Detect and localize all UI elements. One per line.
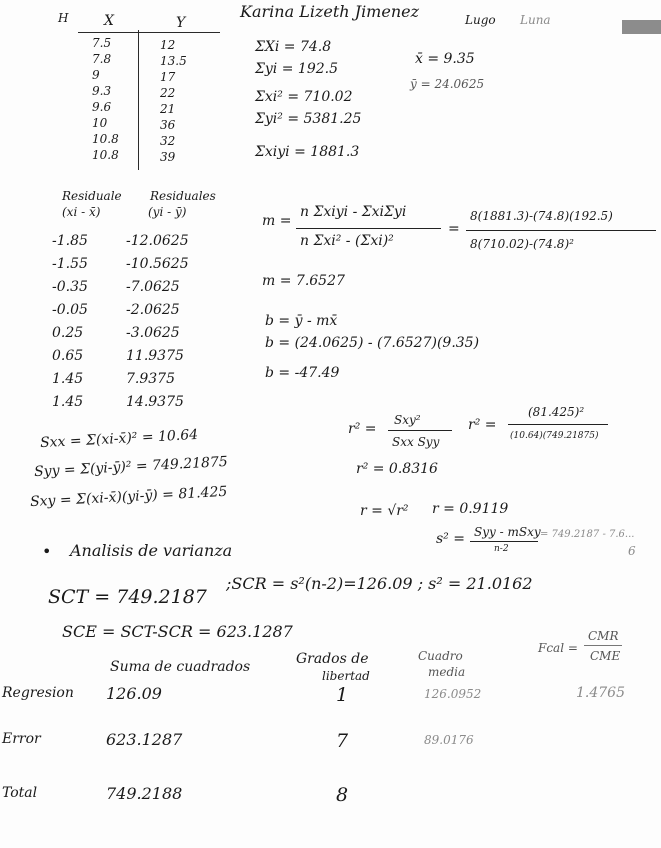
residual-x-value: -1.85 xyxy=(52,233,88,249)
y-value: 13.5 xyxy=(160,54,187,68)
m-num-values: 8(1881.3)-(74.8)(192.5) xyxy=(470,209,613,223)
sum-x2: Σxi² = 710.02 xyxy=(255,89,353,105)
anova-source: Error xyxy=(2,731,41,747)
residual-x-value: -1.55 xyxy=(52,256,88,272)
residual-y-value: -10.5625 xyxy=(126,256,189,272)
x-value: 9.6 xyxy=(92,100,112,114)
s2-denominator-2: 6 xyxy=(628,544,636,558)
m-den-values: 8(710.02)-(74.8)² xyxy=(470,237,574,251)
fcal-denominator: CME xyxy=(590,649,621,663)
header-df: Grados de xyxy=(296,651,369,667)
residual-y-value: -3.0625 xyxy=(126,325,180,341)
y-value: 12 xyxy=(160,38,176,52)
anova-ms: 126.0952 xyxy=(424,687,482,701)
r-formula: r = √r² xyxy=(360,503,409,519)
residual-x-value: -0.35 xyxy=(52,279,88,295)
x-value: 9.3 xyxy=(92,84,112,98)
r2-numerator-2: (81.425)² xyxy=(528,405,585,419)
table-index-mark: H xyxy=(58,11,69,25)
residual-y-value: 14.9375 xyxy=(126,394,184,410)
anova-ss: 623.1287 xyxy=(106,730,183,749)
y-value: 22 xyxy=(160,86,176,100)
col-y-header: Y xyxy=(176,15,186,31)
residual-x-value: 0.25 xyxy=(52,325,84,341)
m-denominator: n Σxi² - (Σxi)² xyxy=(300,233,394,249)
header-df-2: libertad xyxy=(322,669,370,683)
col-x-header: X xyxy=(104,13,114,29)
anova-title: Analisis de varianza xyxy=(70,541,233,560)
residual-x-value: 1.45 xyxy=(52,371,84,387)
s2-fraction-bar xyxy=(470,541,538,542)
anova-ss: 126.09 xyxy=(106,684,162,703)
x-value: 7.8 xyxy=(92,52,112,66)
anova-f: 1.4765 xyxy=(576,685,625,701)
residual-y-value: -12.0625 xyxy=(126,233,189,249)
sum-y: Σyi = 192.5 xyxy=(255,61,338,77)
sce-value: SCE = SCT-SCR = 623.1287 xyxy=(62,622,293,641)
sum-y2: Σyi² = 5381.25 xyxy=(255,111,362,127)
header-ms-2: media xyxy=(428,665,466,679)
x-value: 10.8 xyxy=(92,148,119,162)
residual-y-title: Residuales xyxy=(150,189,216,203)
sum-xy: Σxiyi = 1881.3 xyxy=(255,144,360,160)
anova-bullet: • xyxy=(42,542,52,561)
author-extra: Lugo xyxy=(465,13,496,27)
residual-y-value: -7.0625 xyxy=(126,279,180,295)
y-value: 21 xyxy=(160,102,176,116)
x-value: 10.8 xyxy=(92,132,119,146)
b-substitution: b = (24.0625) - (7.6527)(9.35) xyxy=(265,335,480,351)
residual-y-value: 11.9375 xyxy=(126,348,184,364)
mean-y: ȳ = 24.0625 xyxy=(410,77,485,91)
header-ms: Cuadro xyxy=(418,649,463,663)
r-result: r = 0.9119 xyxy=(432,501,509,517)
table-divider xyxy=(138,30,139,170)
residual-x-value: 1.45 xyxy=(52,394,84,410)
m-values-fraction-bar xyxy=(466,230,656,231)
sct-value: SCT = 749.2187 xyxy=(48,586,207,608)
fcal-numerator: CMR xyxy=(588,629,619,643)
m-equals: = xyxy=(448,221,460,237)
fcal-label: Fcal = xyxy=(538,641,578,655)
r2-numerator: Sxy² xyxy=(394,413,421,427)
m-fraction-bar xyxy=(296,228,441,229)
r2-denominator-2: (10.64)(749.21875) xyxy=(510,431,599,441)
residual-x-sub: (xi - x̄) xyxy=(62,205,101,219)
y-value: 32 xyxy=(160,134,176,148)
anova-source: Regresion xyxy=(2,685,74,701)
r2-fraction-bar xyxy=(388,430,452,431)
b-formula: b = ȳ - mx̄ xyxy=(265,313,338,329)
residual-y-sub: (yi - ȳ) xyxy=(148,205,187,219)
anova-ms: 89.0176 xyxy=(424,733,474,747)
anova-df: 7 xyxy=(336,730,349,752)
table-header-rule xyxy=(78,32,220,33)
sxy-formula: Sxy = Σ(xi-x̄)(yi-ȳ) = 81.425 xyxy=(29,483,228,511)
s2-numerator: Syy - mSxy xyxy=(474,525,541,539)
r2-label: r² = xyxy=(348,421,377,437)
anova-source: Total xyxy=(2,785,38,801)
r2-result: r² = 0.8316 xyxy=(356,461,438,477)
y-value: 39 xyxy=(160,150,176,164)
r2-denominator: Sxx Syy xyxy=(392,435,440,449)
s2-tail: = 749.2187 - 7.6... xyxy=(540,529,635,540)
m-numerator: n Σxiyi - ΣxiΣyi xyxy=(300,204,407,220)
fcal-fraction-bar xyxy=(584,645,622,646)
y-value: 17 xyxy=(160,70,176,84)
sum-x: ΣXi = 74.8 xyxy=(255,39,332,55)
anova-df: 1 xyxy=(336,684,349,706)
residual-y-value: 7.9375 xyxy=(126,371,175,387)
s2-denominator: n-2 xyxy=(494,544,509,554)
sxx-formula: Sxx = Σ(xi-x̄)² = 10.64 xyxy=(39,426,199,452)
x-value: 7.5 xyxy=(92,36,112,50)
header-sum-squares: Suma de cuadrados xyxy=(110,659,251,675)
r2-label-2: r² = xyxy=(468,417,497,433)
x-value: 10 xyxy=(92,116,108,130)
residual-x-value: 0.65 xyxy=(52,348,84,364)
anova-df: 8 xyxy=(336,784,349,806)
anova-ss: 749.2188 xyxy=(106,784,183,803)
mean-x: x̄ = 9.35 xyxy=(415,51,475,67)
residual-y-value: -2.0625 xyxy=(126,302,180,318)
author-name: Karina Lizeth Jimenez xyxy=(240,2,420,21)
residual-x-title: Residuale xyxy=(62,189,122,203)
y-value: 36 xyxy=(160,118,176,132)
r2-fraction-bar-2 xyxy=(508,424,608,425)
redaction-bar xyxy=(622,20,661,34)
m-label: m = xyxy=(262,213,292,229)
residual-x-value: -0.05 xyxy=(52,302,88,318)
m-result: m = 7.6527 xyxy=(262,273,345,289)
author-tail: Luna xyxy=(520,13,551,27)
b-result: b = -47.49 xyxy=(265,365,340,381)
scr-value: ;SCR = s²(n-2)=126.09 ; s² = 21.0162 xyxy=(226,574,533,593)
s2-label: s² = xyxy=(436,531,465,547)
syy-formula: Syy = Σ(yi-ȳ)² = 749.21875 xyxy=(33,453,229,481)
x-value: 9 xyxy=(92,68,100,82)
